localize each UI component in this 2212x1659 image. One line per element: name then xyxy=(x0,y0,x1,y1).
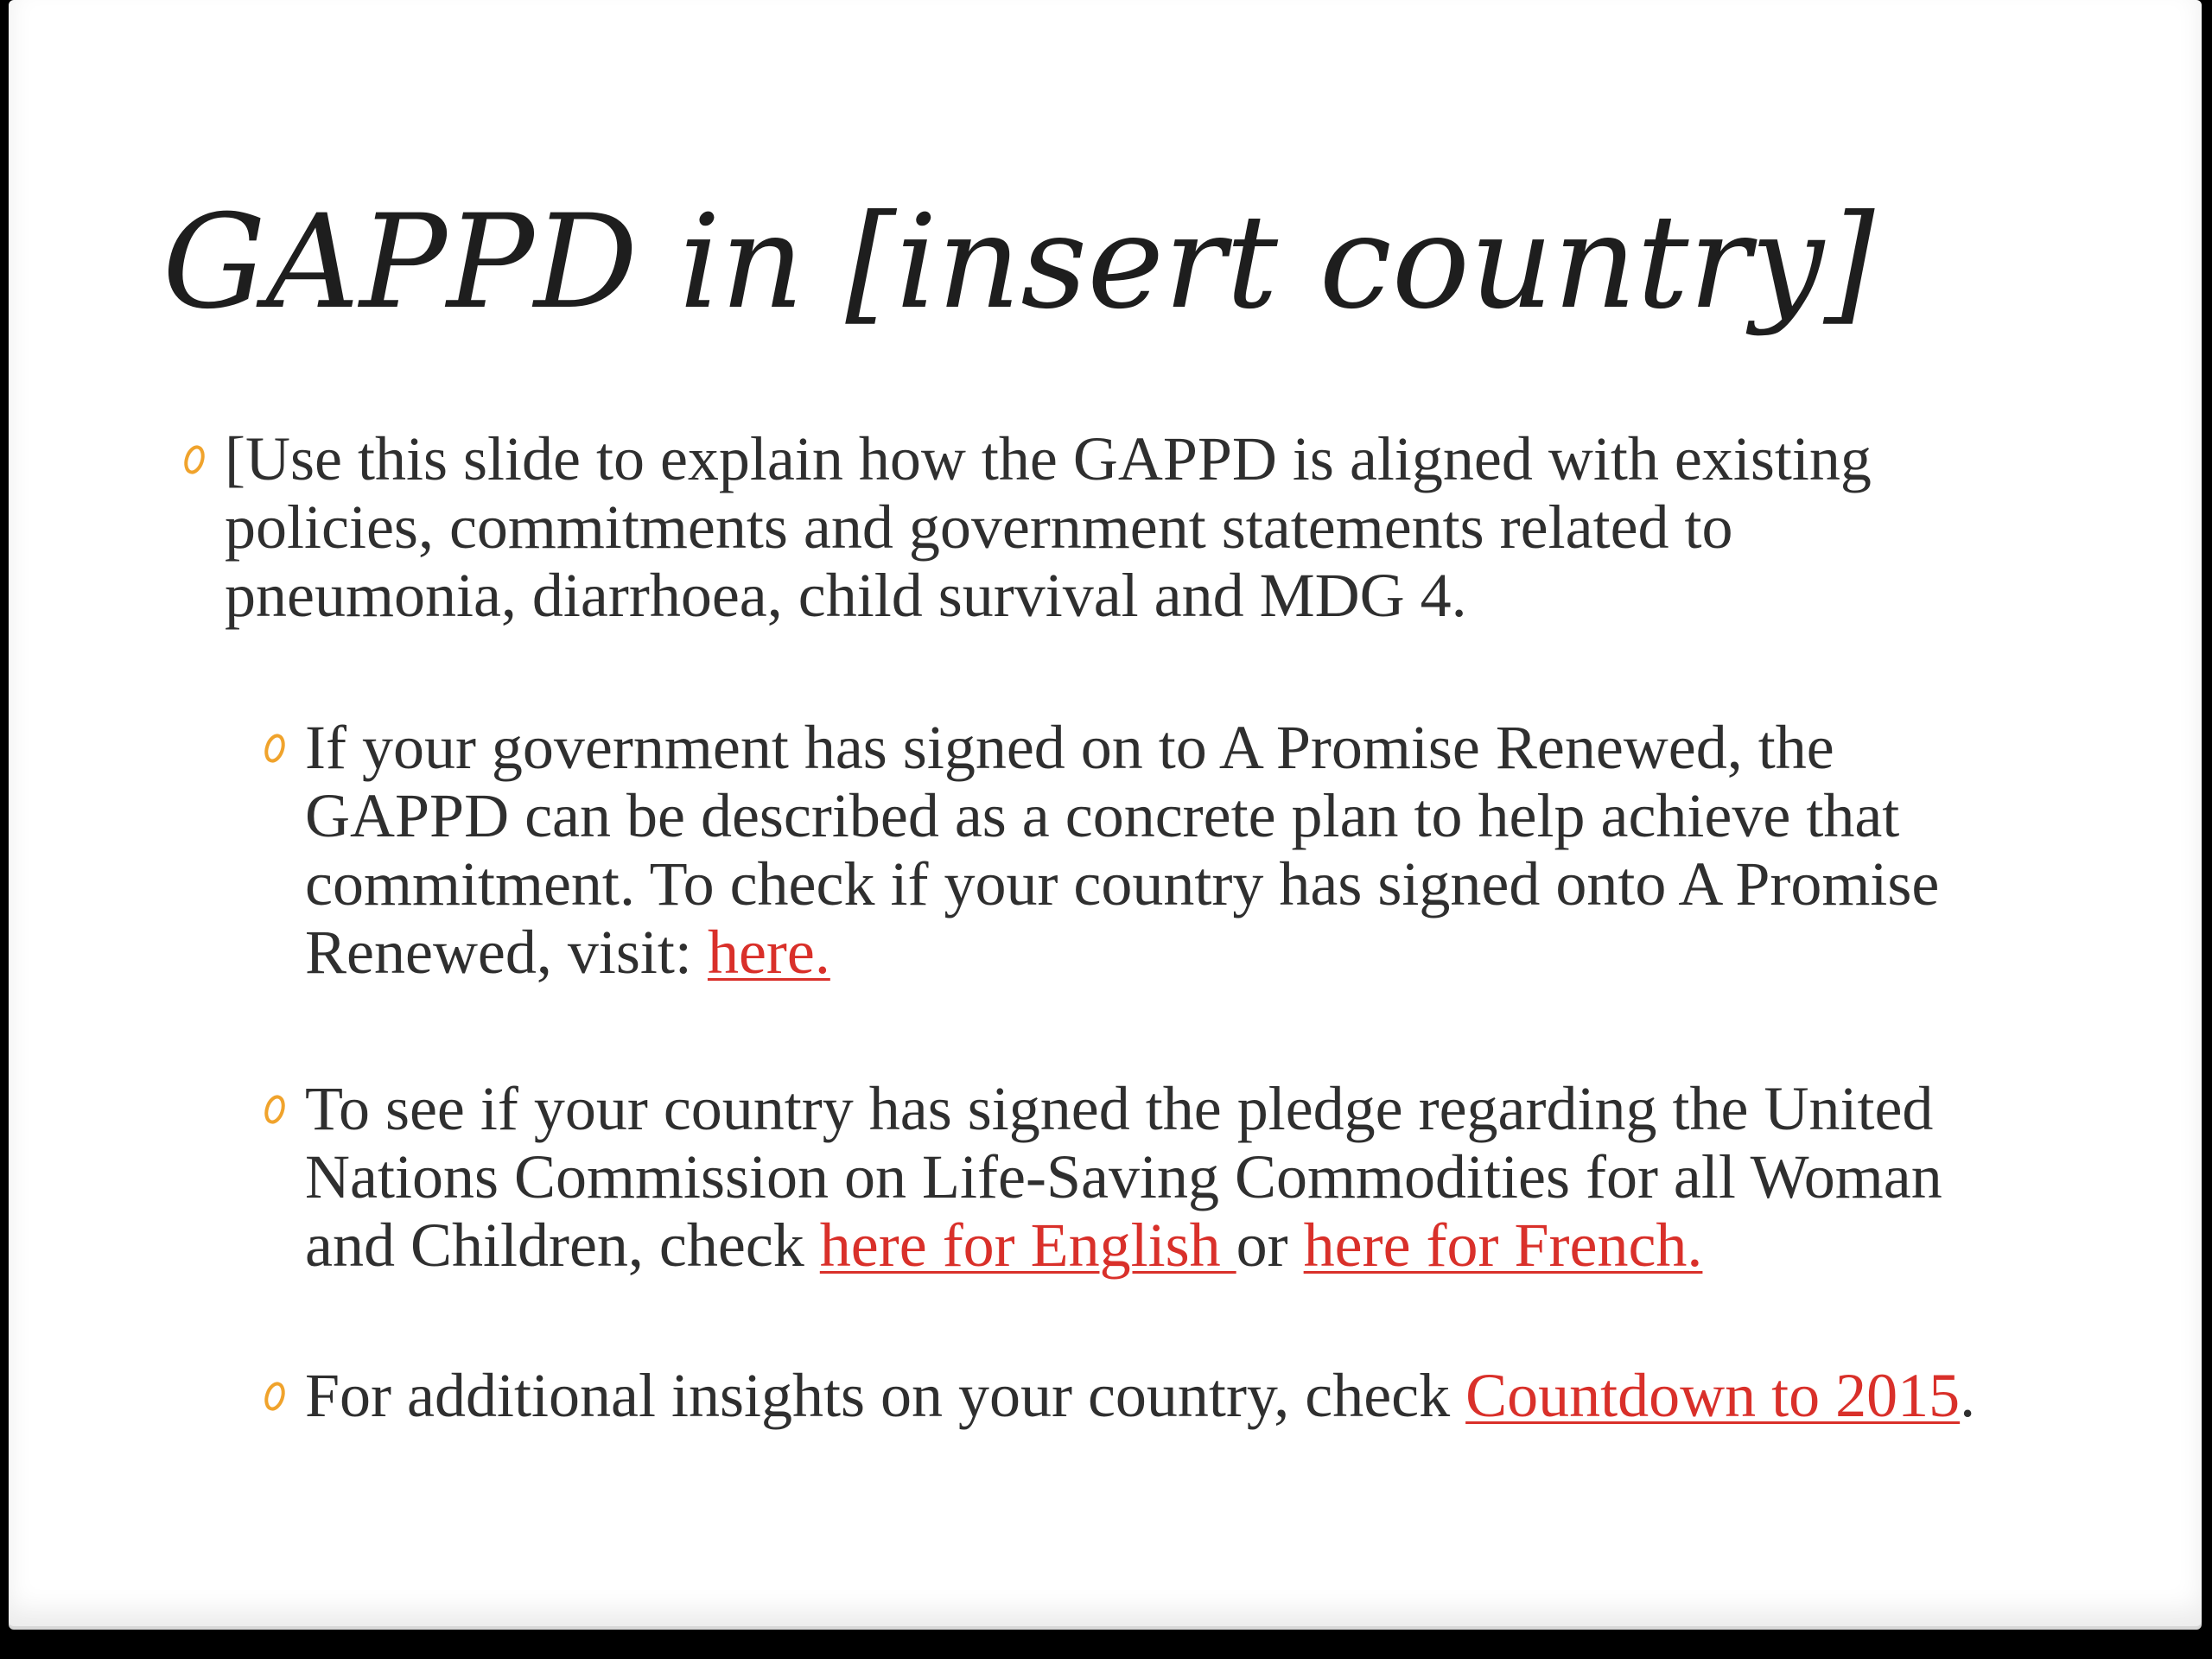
slide xyxy=(9,0,2202,1626)
bullet-text: To see if your country has signed the pledge regarding the United Nations Commission on Life-Saving Commodities for all Woman and Children, check xyxy=(305,1074,1942,1280)
bullet-level2-countdown xyxy=(305,1362,1999,1430)
bullet-text: For additional insights on your country, check xyxy=(305,1361,1466,1430)
bullet-text-tail: . xyxy=(1960,1361,1976,1430)
bullet-level2-pledge xyxy=(305,1075,1999,1280)
hollow-circle-icon xyxy=(257,1075,292,1143)
hollow-circle-icon xyxy=(257,1362,292,1430)
bullet-level2-promise-renewed xyxy=(305,714,1999,987)
slide-title: GAPPD in [insert country] xyxy=(162,188,1875,338)
bullet-text: If your government has signed on to A Promise Renewed, the GAPPD can be described as a concrete plan to help achieve that commitment. To check if your country has signed onto A Promise Renewed, visit: xyxy=(305,713,1940,987)
slide-content xyxy=(9,0,2202,1626)
bullet-text-middle: or xyxy=(1236,1211,1304,1280)
here-link[interactable]: here. xyxy=(707,918,830,987)
countdown-to-2015-link[interactable]: Countdown to 2015 xyxy=(1465,1361,1961,1430)
bullet-text: [Use this slide to explain how the GAPPD is aligned with existing policies, commitments and government statements related to pneumonia, diarrhoea, child survival and MDG 4. xyxy=(225,424,1872,630)
hollow-circle-icon xyxy=(257,714,292,782)
here-for-french-link[interactable]: here for French. xyxy=(1303,1211,1703,1280)
here-for-english-link[interactable]: here for English xyxy=(819,1211,1236,1280)
hollow-circle-icon xyxy=(177,425,212,493)
bullet-level1 xyxy=(225,425,2039,630)
